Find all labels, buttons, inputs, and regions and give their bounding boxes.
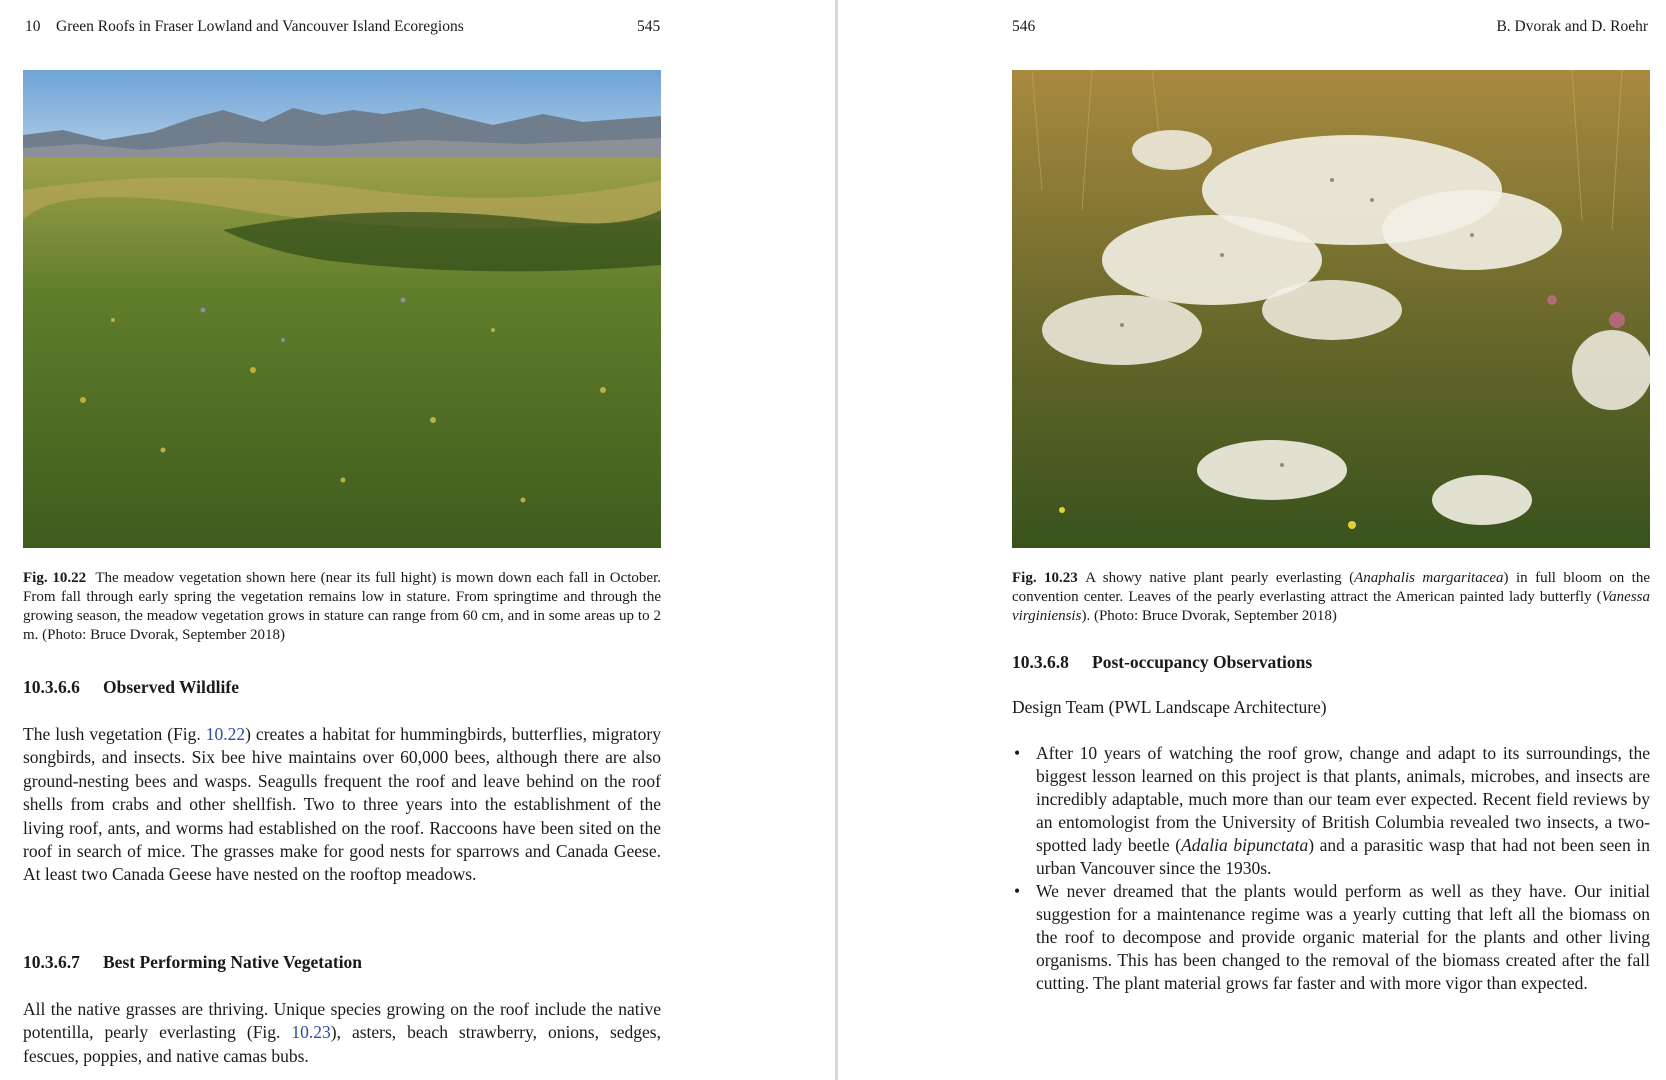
list-item: • We never dreamed that the plants would perform as well as they have. Our initial suggestion for a maintenance regime was a yearly cutting that left all the biomass on the roof to decompose and provide organic material for the plants and other living organisms. This has been changed to the removal of the biomass created after the fall cutting. The plant material grows far faster and with more vigor than expected.: [1014, 881, 1650, 993]
figure-label: Fig. 10.22: [23, 570, 87, 586]
species-name-vanessa: Vanessa virginiensis: [1012, 589, 1650, 624]
running-head-chapter-number: 10: [25, 18, 41, 35]
running-head-authors: B. Dvorak and D. Roehr: [1496, 18, 1648, 35]
section-heading-post-occupancy: [1012, 652, 1312, 673]
paragraph-best-vegetation: All the native grasses are thriving. Unique species growing on the roof include the native potentilla, pearly everlasting (Fig. 10.23), asters, beach strawberry, onions, sedges, fescues, poppies, and native camas bubs.: [23, 999, 661, 1066]
bullet-icon: •: [1014, 743, 1021, 763]
observations-list: [1012, 742, 1650, 995]
section-number: 10.3.6.6: [23, 677, 80, 697]
section-title: Observed Wildlife: [103, 677, 239, 697]
page-number-left: 545: [637, 18, 661, 35]
figure-caption-10-23: Fig. 10.23 A showy native plant pearly everlasting (Anaphalis margaritacea) in full bloom on the convention center. Leaves of the pearly everlasting attract the American painted lady butterfly (Vanessa virginiensis). (Photo: Bruce Dvorak, September 2018): [1012, 570, 1651, 624]
species-name-anaphalis: Anaphalis margaritacea: [1354, 570, 1504, 586]
list-item: • After 10 years of watching the roof grow, change and adapt to its surroundings, the biggest lesson learned on this project is that plants, animals, microbes, and insects are incredibly adaptable, much more than our team ever expected. Recent field reviews by an entomologist from the University of British Columbia revealed two insects, a two-spotted lady beetle (Adalia bipunctata) and a parasitic wasp that had not been seen in urban Vancouver since the 1930s.: [1014, 743, 1650, 878]
bullet-icon: •: [1014, 881, 1021, 901]
species-name-adalia: Adalia bipunctata: [1181, 835, 1309, 855]
figure-caption-text: The meadow vegetation shown here (near its full hight) is mown down each fall in October. From fall through early spring the vegetation remains low in stature. From springtime and through the growing season, the meadow vegetation grows in stature can range from 60 cm, and in some areas up to 2 m. (Photo: Bruce Dvorak, September 2018): [23, 570, 661, 643]
section-heading-best-vegetation: [23, 952, 362, 973]
figure-meadow-photo: [23, 70, 661, 548]
running-head-chapter-title: Green Roofs in Fraser Lowland and Vancouver Island Ecoregions: [56, 18, 464, 35]
section-title: Best Performing Native Vegetation: [103, 952, 363, 972]
figure-link-10-22[interactable]: 10.22: [205, 724, 246, 744]
section-number: 10.3.6.8: [1012, 652, 1069, 672]
figure-link-10-23[interactable]: 10.23: [291, 1022, 331, 1043]
right-page: [838, 0, 1666, 1080]
figure-caption-10-22: [23, 569, 661, 645]
figure-label: Fig. 10.23: [1012, 570, 1078, 586]
section-number: 10.3.6.7: [23, 952, 80, 972]
section-heading-observed-wildlife: [23, 677, 239, 698]
meadow-photo-illustration: [23, 70, 661, 548]
paragraph-observed-wildlife: The lush vegetation (Fig. 10.22) creates a habitat for hummingbirds, butterflies, migratory songbirds, and insects. Six bee hive maintains over 60,000 bees, although there are also ground-nesting bees and wasps. Seagulls frequent the roof and leave behind on the roof shells from crabs and other shellfish. Two to three years into the establishment of the living roof, ants, and worms had established on the roof. Raccoons have been sited on the roof in search of mice. The grasses make for good nests for sparrows and Canada Geese. At least two Canada Geese have nested on the rooftop meadows.: [23, 724, 661, 885]
subheading-design-team: Design Team (PWL Landscape Architecture): [1012, 697, 1327, 717]
section-title: Post-occupancy Observations: [1092, 652, 1313, 672]
page-number-right: 546: [1012, 18, 1036, 35]
flowers-photo-illustration: [1012, 70, 1650, 548]
figure-pearly-everlasting-photo: [1012, 70, 1650, 548]
